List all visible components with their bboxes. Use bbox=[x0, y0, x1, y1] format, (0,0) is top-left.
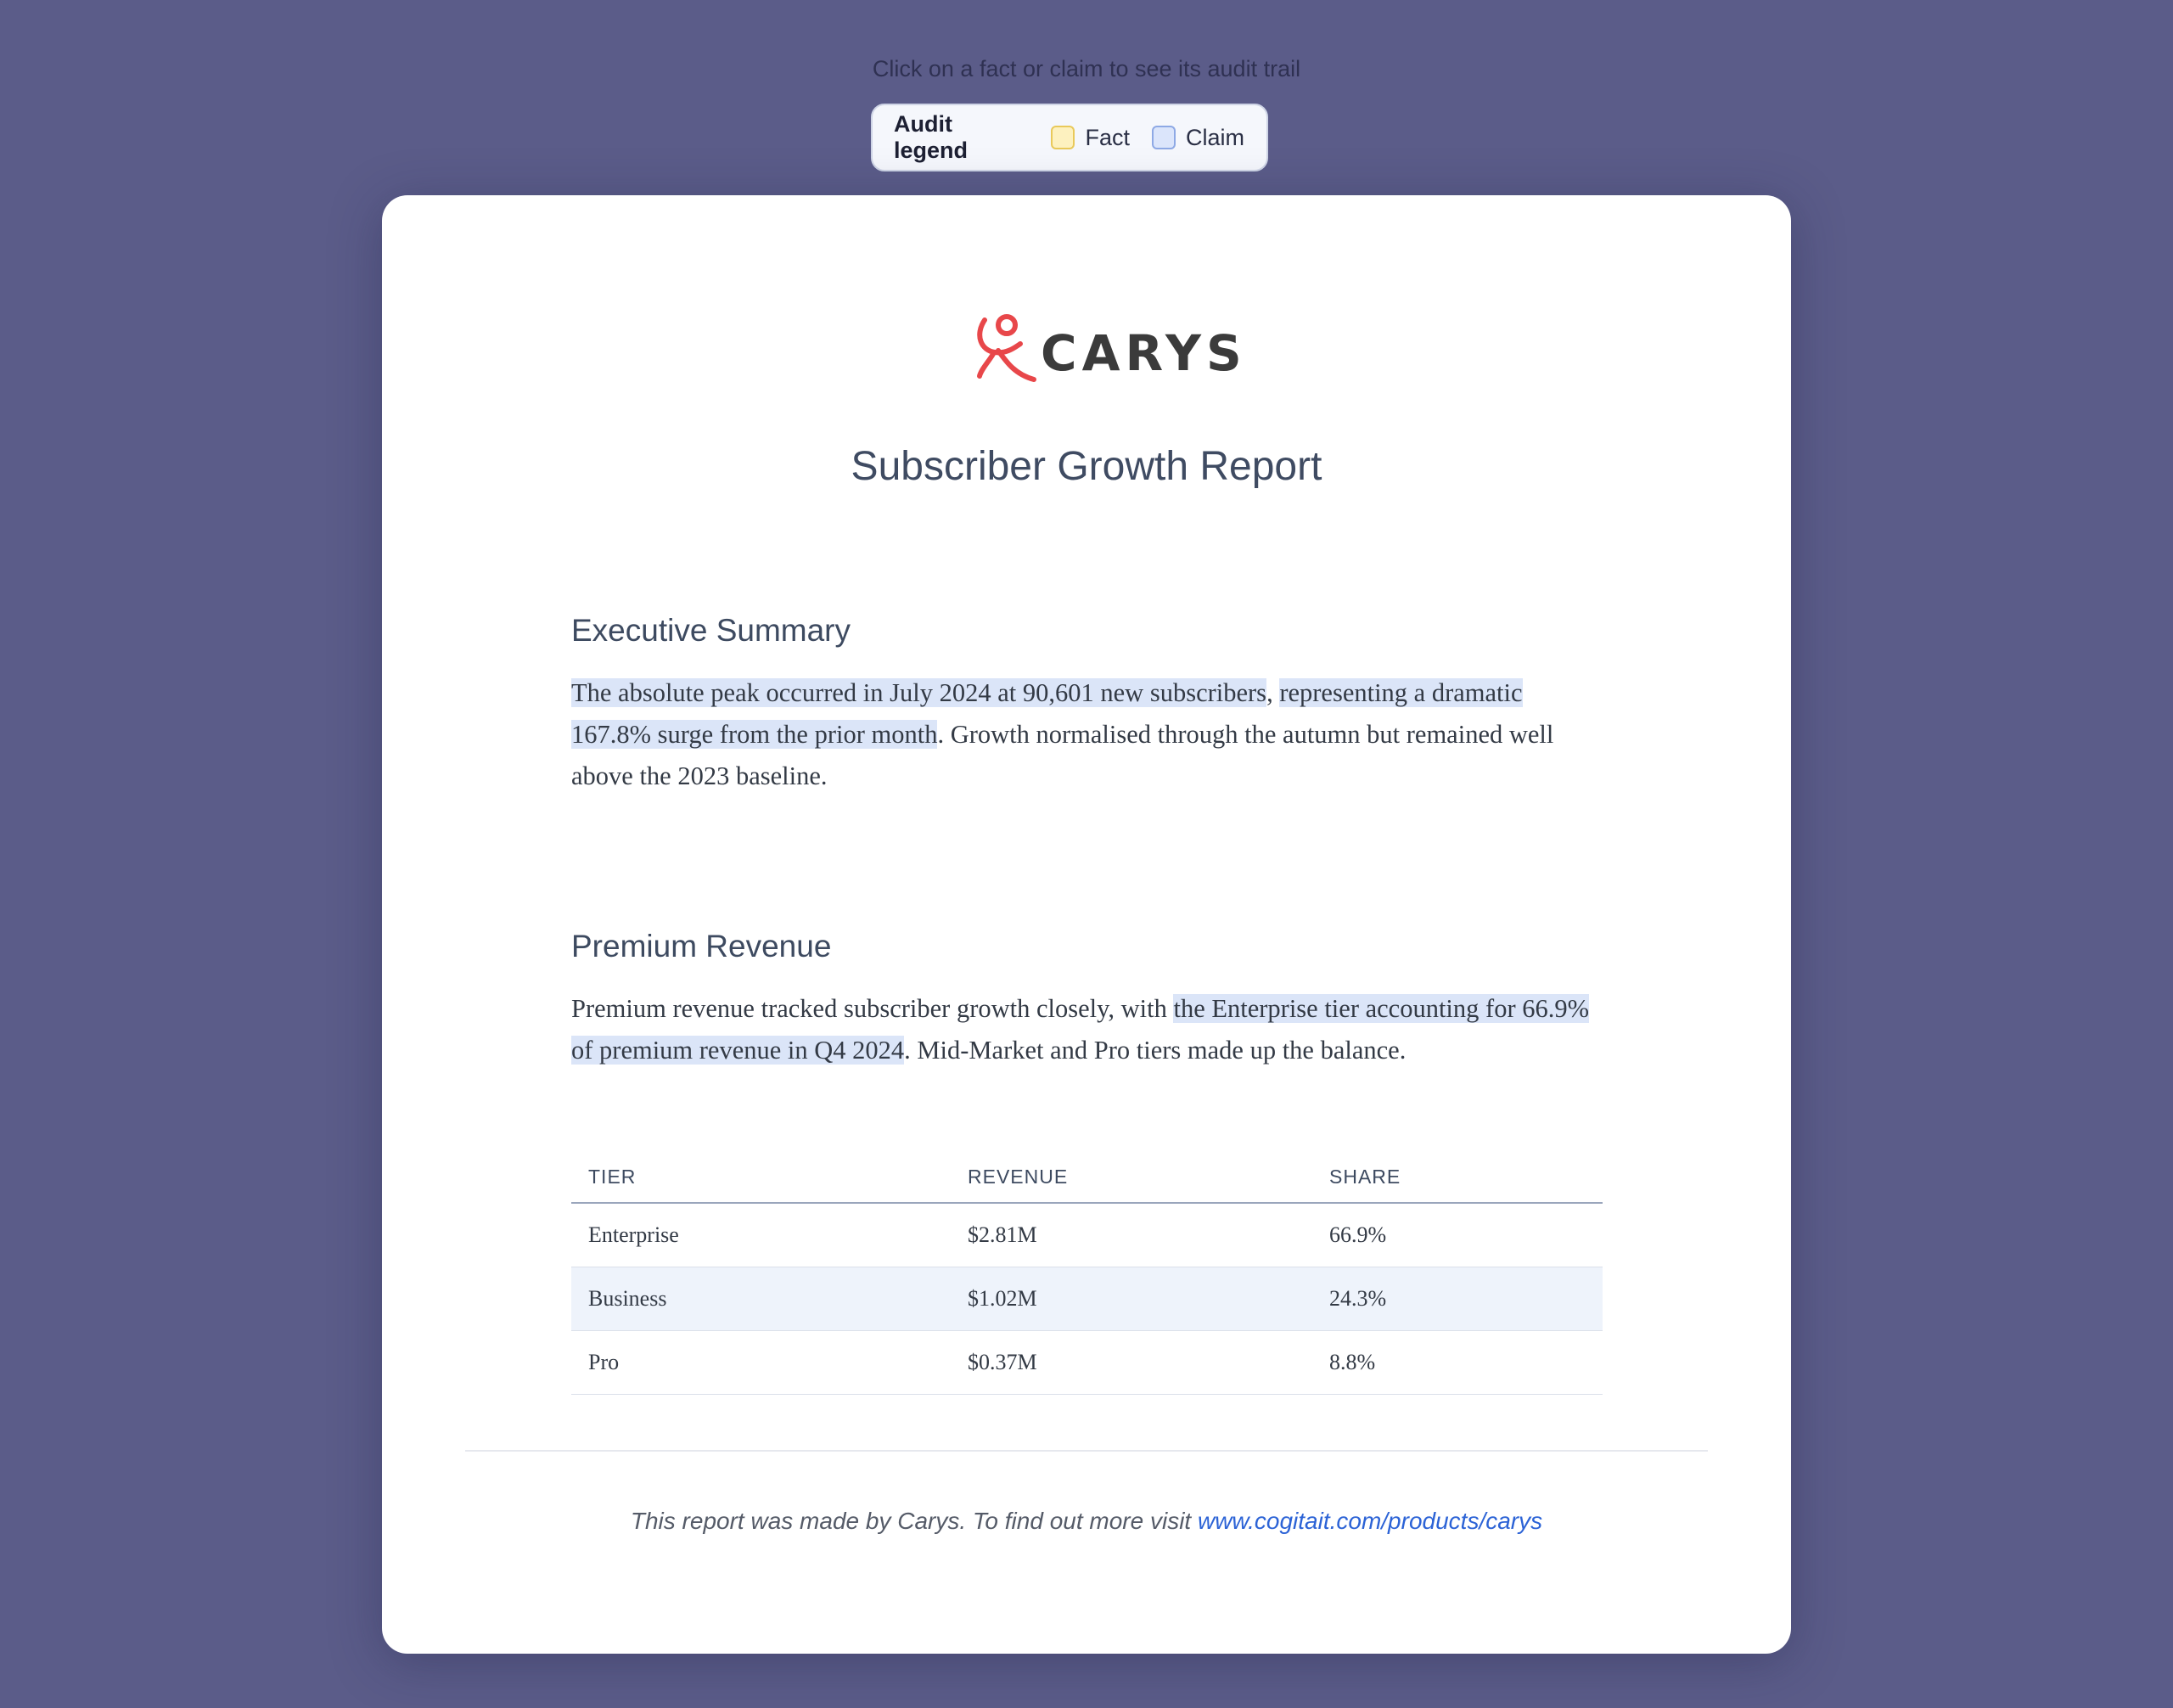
table-header-row bbox=[571, 1151, 1603, 1203]
legend-claim-label: Claim bbox=[1185, 124, 1244, 150]
audit-hint: Click on a fact or claim to see its audit trail bbox=[872, 56, 1301, 81]
cell-share: 8.8% bbox=[1312, 1331, 1603, 1395]
column-header-revenue: REVENUE bbox=[951, 1151, 1312, 1203]
legend-fact-label: Fact bbox=[1085, 124, 1130, 150]
footer-divider bbox=[465, 1450, 1708, 1452]
claim-swatch-icon bbox=[1152, 126, 1176, 149]
table-row bbox=[571, 1331, 1603, 1395]
report-footer bbox=[382, 1508, 1791, 1535]
claim-highlight[interactable]: The absolute peak occurred in July 2024 at 90,601 new subscribers bbox=[571, 678, 1267, 707]
audit-legend bbox=[871, 104, 1268, 171]
cell-revenue: $0.37M bbox=[951, 1331, 1312, 1395]
section-premium-revenue bbox=[571, 929, 1603, 1071]
section-paragraph bbox=[571, 672, 1603, 797]
logo-wordmark: CARYS bbox=[1041, 324, 1247, 382]
table-row bbox=[571, 1267, 1603, 1331]
section-executive-summary bbox=[571, 613, 1603, 797]
cell-share: 24.3% bbox=[1312, 1267, 1603, 1331]
footer-link[interactable]: www.cogitait.com/products/carys bbox=[1197, 1508, 1543, 1534]
column-header-share: SHARE bbox=[1312, 1151, 1603, 1203]
cell-revenue: $1.02M bbox=[951, 1267, 1312, 1331]
report-card bbox=[382, 195, 1791, 1654]
cell-tier: Pro bbox=[571, 1331, 951, 1395]
fact-swatch-icon bbox=[1051, 126, 1075, 149]
column-header-tier: TIER bbox=[571, 1151, 951, 1203]
revenue-table bbox=[571, 1151, 1603, 1395]
table-row bbox=[571, 1203, 1603, 1267]
report-title: Subscriber Growth Report bbox=[851, 444, 1322, 489]
legend-title: Audit legend bbox=[894, 111, 969, 163]
section-paragraph bbox=[571, 988, 1603, 1071]
cell-revenue: $2.81M bbox=[951, 1203, 1312, 1267]
claim-highlight[interactable]: the Enterprise tier accounting for 66.9% of premium revenue in Q4 2024 bbox=[571, 994, 1590, 1065]
paragraph-text: . Growth normalised through the autumn but remained well above the 2023 baseline. bbox=[571, 720, 1554, 790]
paragraph-text: . Mid-Market and Pro tiers made up the balance. bbox=[904, 1036, 1407, 1065]
cell-tier: Enterprise bbox=[571, 1203, 951, 1267]
cell-share: 66.9% bbox=[1312, 1203, 1603, 1267]
claim-highlight[interactable]: representing a dramatic 167.8% surge from the prior month bbox=[571, 678, 1523, 749]
footer-text: This report was made by Carys. To find out more visit bbox=[630, 1508, 1198, 1534]
legend-item-fact bbox=[1051, 125, 1130, 151]
legend-item-claim bbox=[1152, 125, 1244, 151]
paragraph-text: , bbox=[1266, 678, 1280, 707]
section-heading: Premium Revenue bbox=[571, 929, 832, 964]
cell-tier: Business bbox=[571, 1267, 951, 1331]
section-heading: Executive Summary bbox=[571, 613, 851, 648]
paragraph-text: Premium revenue tracked subscriber growth closely, with bbox=[571, 994, 1174, 1023]
